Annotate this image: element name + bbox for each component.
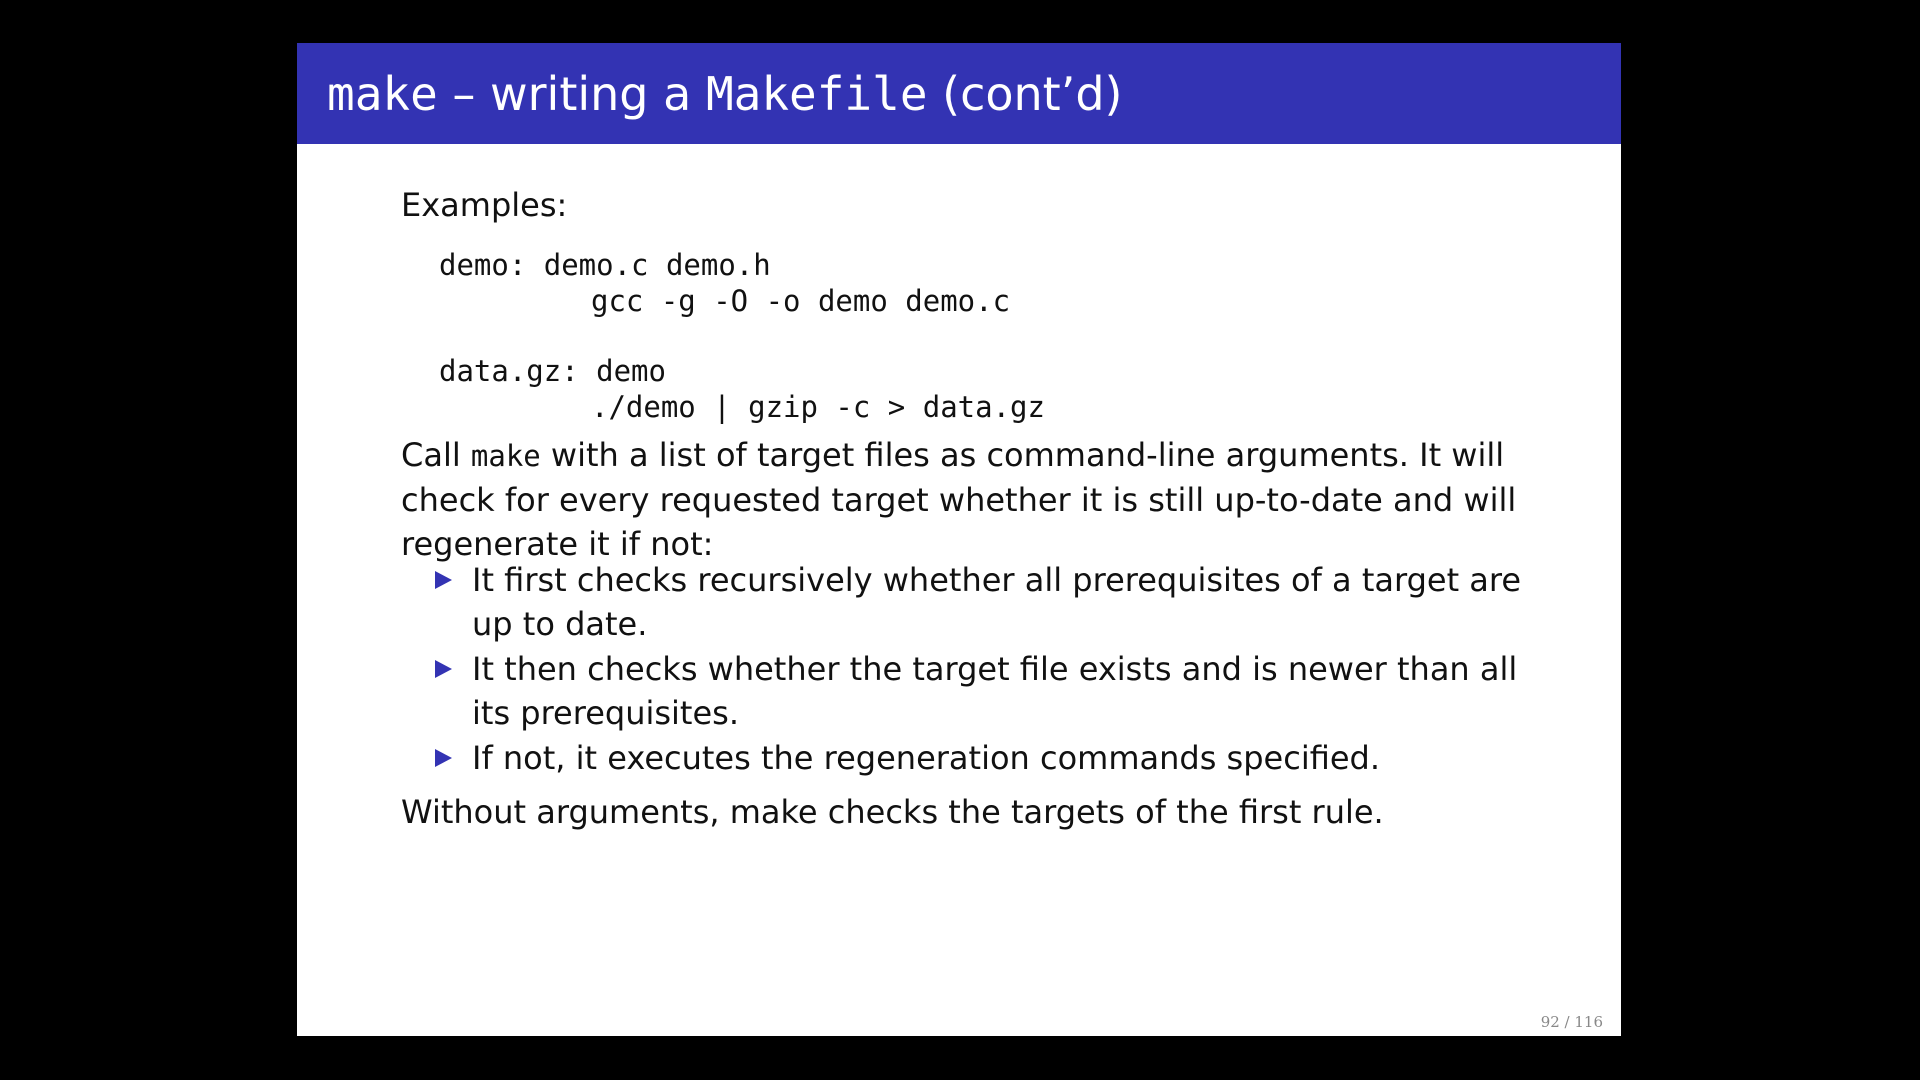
- triangle-bullet-icon: [435, 749, 452, 767]
- code-line-data-rule: data.gz: demo: [439, 354, 666, 388]
- title-bar: [297, 43, 1621, 144]
- page-number: 92 / 116: [1540, 1013, 1603, 1031]
- bullet-text: It then checks whether the target file exists and is newer than all its prerequisites.: [472, 650, 1518, 732]
- title-text-contd: (cont’d): [927, 67, 1123, 121]
- examples-label: Examples:: [401, 186, 568, 224]
- title-code-makefile: Makefile: [705, 67, 928, 121]
- title-text: – writing a: [437, 67, 706, 121]
- code-line-demo-rule: demo: demo.c demo.h: [439, 248, 771, 282]
- slide: [297, 43, 1621, 1036]
- paragraph-pre: Call: [401, 436, 471, 474]
- paragraph-post: with a list of target files as command-line arguments. It will check for every requested target whether it is still up-to-date and will regenerate it if not:: [401, 436, 1517, 563]
- paragraph-code-make: make: [470, 439, 541, 473]
- triangle-bullet-icon: [435, 660, 452, 678]
- code-line-gzip-command: ./demo | gzip -c > data.gz: [591, 390, 1045, 424]
- description-paragraph: [401, 433, 1531, 566]
- code-line-gcc-command: gcc -g -O -o demo demo.c: [591, 284, 1011, 318]
- bullet-text: If not, it executes the regeneration commands specified.: [472, 739, 1381, 777]
- triangle-bullet-icon: [435, 571, 452, 589]
- bullet-text: It first checks recursively whether all prerequisites of a target are up to date.: [472, 561, 1522, 643]
- slide-title: [327, 69, 1122, 119]
- title-code-make: make: [327, 67, 438, 121]
- closing-paragraph: Without arguments, make checks the targets of the first rule.: [401, 793, 1384, 831]
